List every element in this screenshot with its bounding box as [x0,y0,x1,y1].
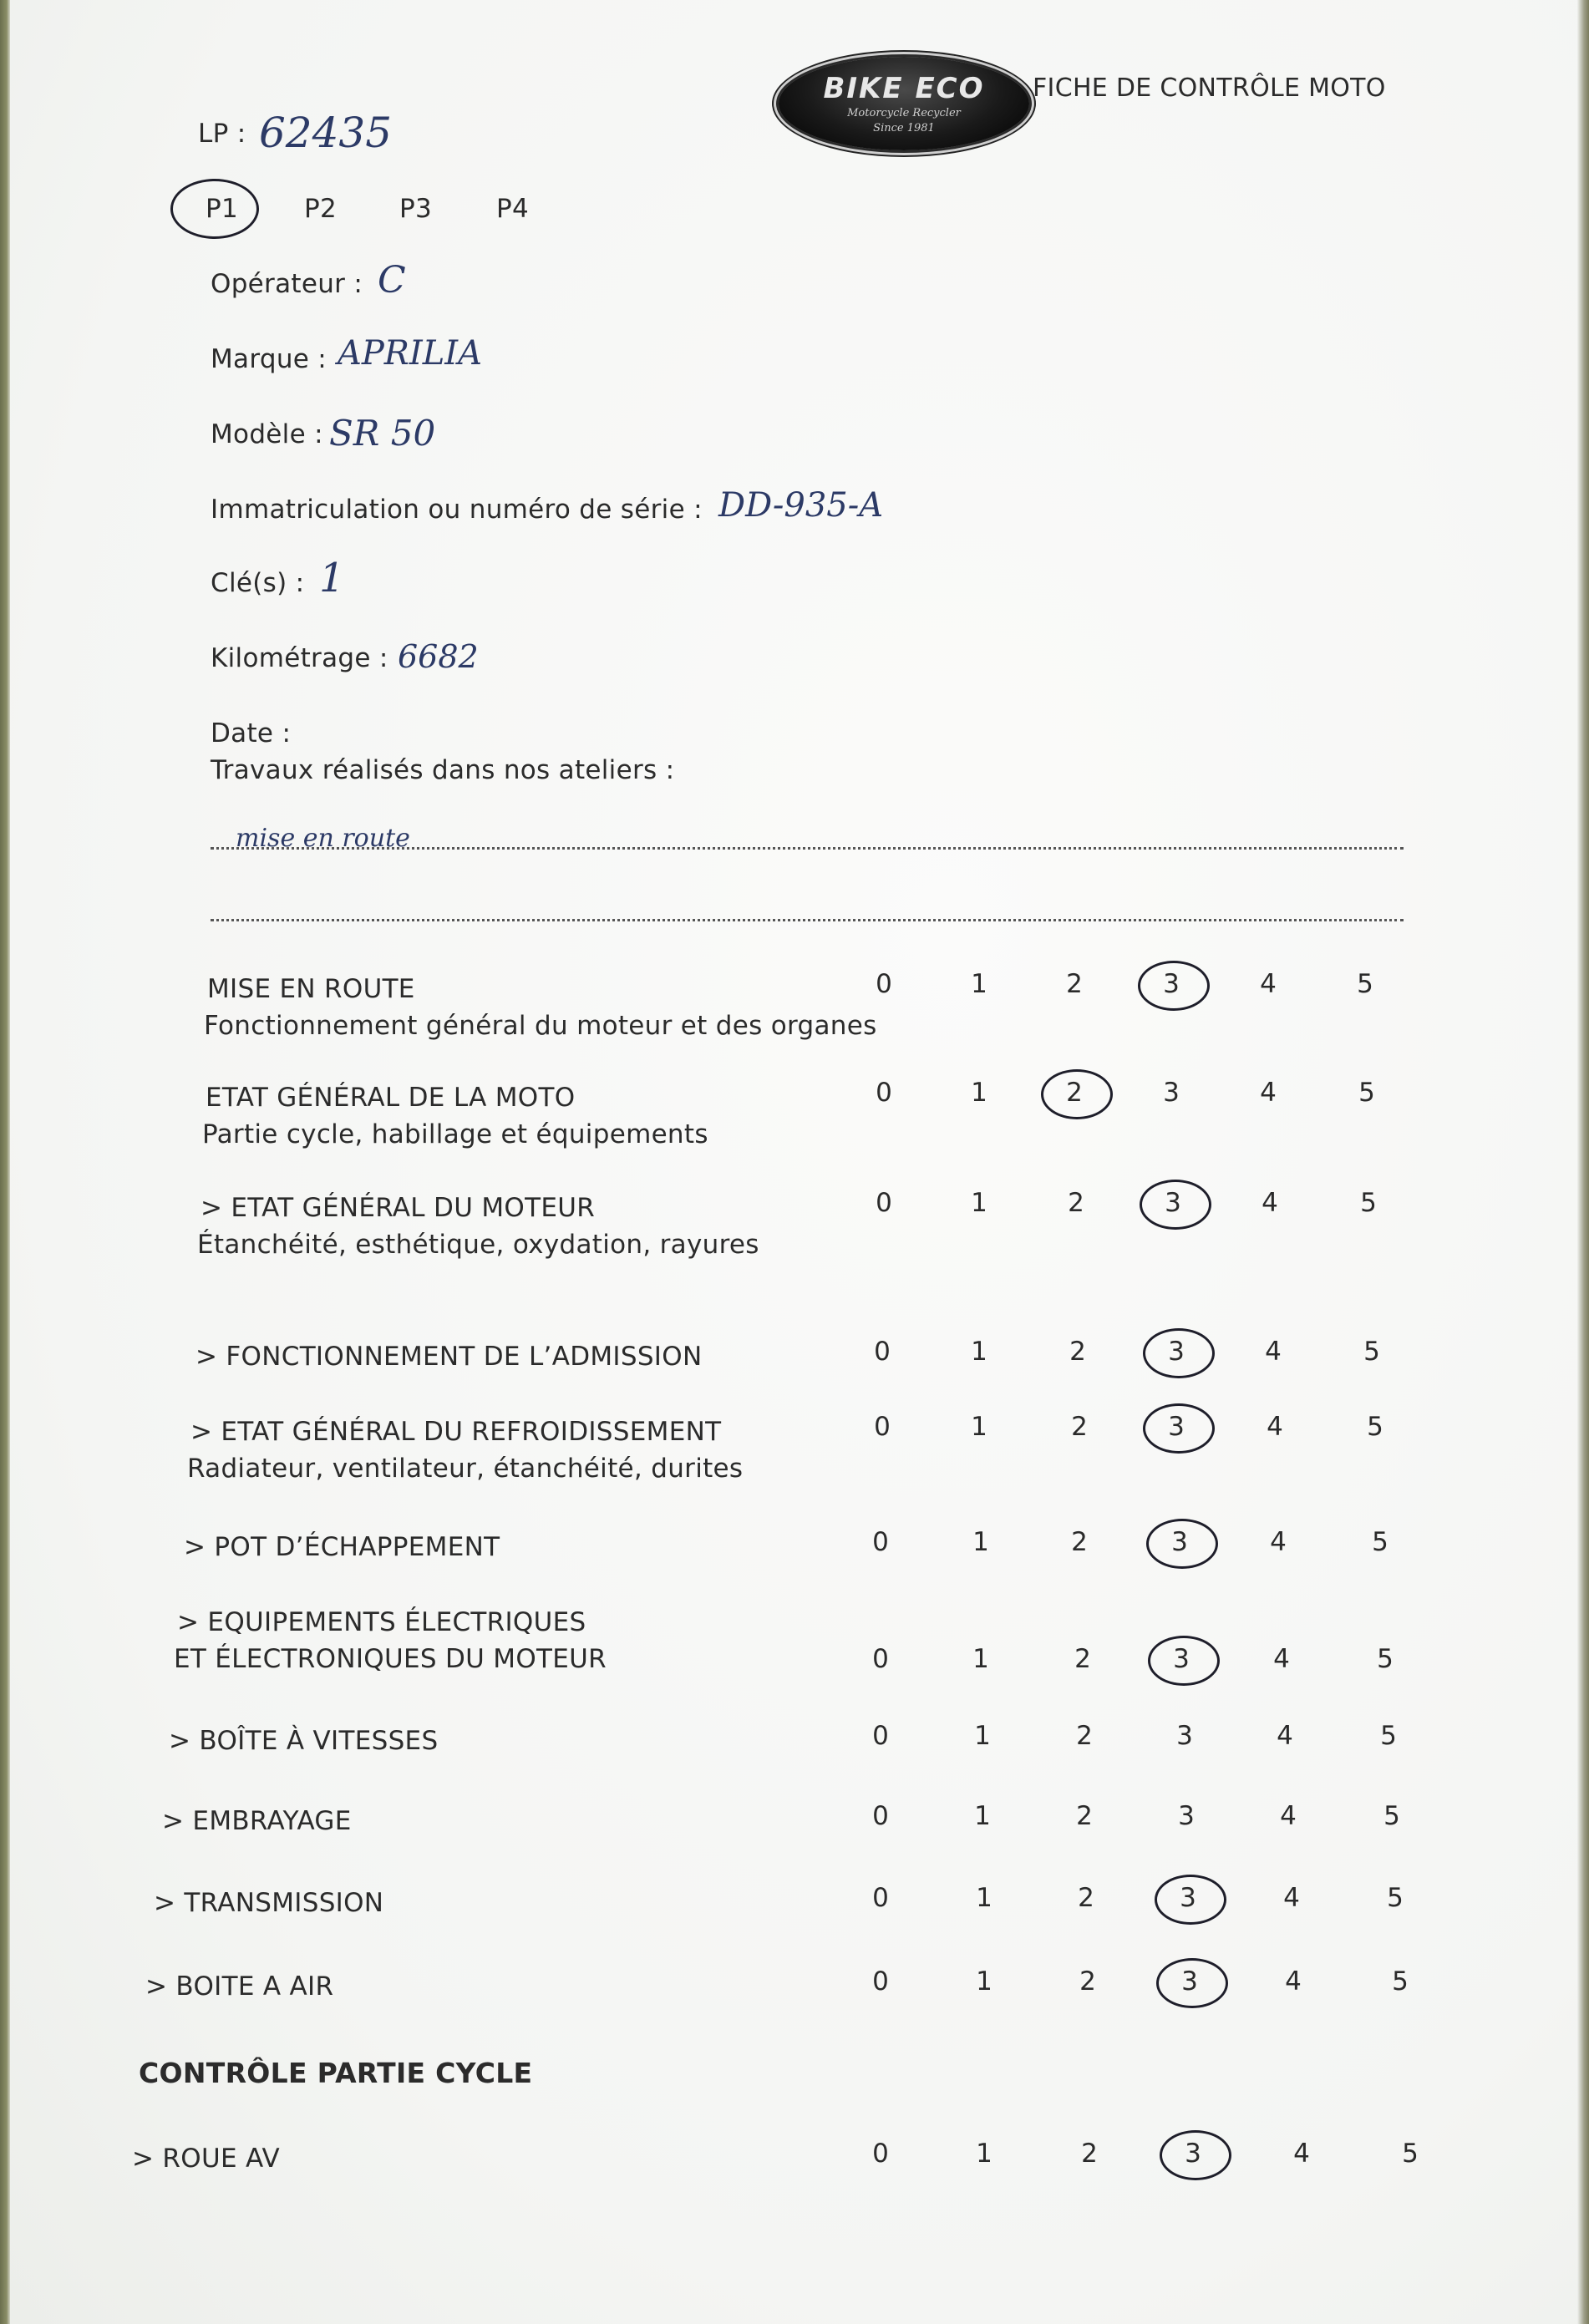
rating-row-score-1[interactable]: 1 [971,1078,987,1108]
rating-row-score-2[interactable]: 2 [1079,1966,1096,1997]
immatriculation-value: DD-935-A [718,486,884,525]
rating-row-score-3[interactable]: 3 [1180,1883,1196,1913]
rating-row-selected-circle [1156,1958,1228,2008]
rating-row-subtitle: Étanchéité, esthétique, oxydation, rayures [197,1230,759,1260]
rating-row-score-2[interactable]: 2 [1066,969,1083,999]
rating-row-score-1[interactable]: 1 [972,1644,989,1674]
form-sheet [10,0,1577,2324]
rating-row-score-3[interactable]: 3 [1181,1966,1198,1997]
rating-row-title: > EQUIPEMENTS ÉLECTRIQUES [177,1607,586,1637]
rating-row-title: > FONCTIONNEMENT DE L’ADMISSION [195,1342,703,1372]
position-p2: P2 [304,194,338,224]
rating-row-title: > POT D’ÉCHAPPEMENT [184,1532,500,1562]
rating-row-score-4[interactable]: 4 [1280,1801,1297,1831]
rating-row-score-4[interactable]: 4 [1265,1337,1282,1367]
position-p4: P4 [496,194,530,224]
rating-row-score-2[interactable]: 2 [1074,1644,1091,1674]
operateur-label: Opérateur : [211,269,363,299]
rating-row-score-5[interactable]: 5 [1360,1188,1377,1218]
cycle-row-score-4[interactable]: 4 [1293,2139,1310,2169]
rating-row-score-2[interactable]: 2 [1078,1883,1094,1913]
cles-value: 1 [319,555,345,601]
rating-row-score-2[interactable]: 2 [1068,1188,1084,1218]
rating-row-score-1[interactable]: 1 [971,969,987,999]
rating-row-subtitle: Fonctionnement général du moteur et des organes [204,1011,877,1041]
cycle-row-score-0[interactable]: 0 [872,2139,889,2169]
position-p1-circle [170,179,259,239]
rating-row-score-5[interactable]: 5 [1363,1337,1380,1367]
travaux-line-2 [211,919,1404,921]
rating-row-title: > TRANSMISSION [154,1888,384,1918]
cycle-row-selected-circle [1160,2130,1231,2180]
rating-row-score-0[interactable]: 0 [872,1966,889,1997]
rating-row-score-1[interactable]: 1 [972,1527,989,1557]
rating-row-title: > EMBRAYAGE [162,1806,352,1836]
logo-subtitle: Motorcycle Recycler [847,107,961,119]
rating-row-score-0[interactable]: 0 [872,1801,889,1831]
rating-row-score-1[interactable]: 1 [971,1188,987,1218]
cycle-row-score-1[interactable]: 1 [976,2139,992,2169]
rating-row-score-1[interactable]: 1 [971,1412,987,1442]
cles-label: Clé(s) : [211,568,305,598]
rating-row-score-3[interactable]: 3 [1171,1527,1188,1557]
rating-row-score-2[interactable]: 2 [1069,1337,1086,1367]
rating-row-score-4[interactable]: 4 [1277,1721,1293,1751]
rating-row-title: > ETAT GÉNÉRAL DU MOTEUR [201,1193,596,1223]
rating-row-selected-circle [1138,961,1210,1011]
rating-row-score-3[interactable]: 3 [1173,1644,1190,1674]
rating-row-score-3[interactable]: 3 [1178,1801,1195,1831]
rating-row-title: > BOÎTE À VITESSES [169,1726,439,1756]
rating-row-score-1[interactable]: 1 [976,1966,992,1997]
rating-row-score-5[interactable]: 5 [1387,1883,1404,1913]
rating-row-title: MISE EN ROUTE [207,974,415,1004]
rating-row-score-5[interactable]: 5 [1380,1721,1397,1751]
rating-row-score-3[interactable]: 3 [1165,1188,1181,1218]
rating-row-selected-circle [1140,1180,1211,1230]
position-p3: P3 [399,194,433,224]
rating-row-score-0[interactable]: 0 [874,1412,891,1442]
rating-row-score-3[interactable]: 3 [1163,969,1180,999]
rating-row-score-0[interactable]: 0 [872,1644,889,1674]
rating-row-score-4[interactable]: 4 [1260,969,1277,999]
rating-row-selected-circle [1148,1636,1220,1686]
rating-row-score-2[interactable]: 2 [1066,1078,1083,1108]
rating-row-selected-circle [1146,1519,1218,1569]
rating-row-score-5[interactable]: 5 [1392,1966,1409,1997]
rating-row-title: > ETAT GÉNÉRAL DU REFROIDISSEMENT [190,1417,722,1447]
rating-row-score-3[interactable]: 3 [1168,1412,1185,1442]
rating-row-score-0[interactable]: 0 [876,1078,892,1108]
rating-row-score-5[interactable]: 5 [1377,1644,1394,1674]
bike-eco-logo [779,57,1029,150]
section-title-partie-cycle: CONTRÔLE PARTIE CYCLE [139,2057,533,2089]
cycle-row-title: > ROUE AV [132,2144,281,2174]
rating-row-subtitle: ET ÉLECTRONIQUES DU MOTEUR [174,1644,607,1674]
rating-row-score-2[interactable]: 2 [1071,1527,1088,1557]
travaux-value: mise en route [236,824,410,853]
rating-row-score-4[interactable]: 4 [1267,1412,1283,1442]
rating-row-score-5[interactable]: 5 [1372,1527,1388,1557]
modele-value: SR 50 [329,413,436,454]
rating-row-score-1[interactable]: 1 [974,1801,991,1831]
rating-row-score-5[interactable]: 5 [1367,1412,1383,1442]
immatriculation-label: Immatriculation ou numéro de série : [211,495,703,525]
rating-row-score-5[interactable]: 5 [1383,1801,1400,1831]
rating-row-score-5[interactable]: 5 [1358,1078,1375,1108]
operateur-value: C [378,259,406,302]
form-title: FICHE DE CONTRÔLE MOTO [1033,74,1386,103]
rating-row-subtitle: Radiateur, ventilateur, étanchéité, durites [187,1454,744,1484]
rating-row-selected-circle [1143,1328,1215,1378]
rating-row-score-3[interactable]: 3 [1163,1078,1180,1108]
marque-value: APRILIA [338,334,482,373]
cycle-row-score-2[interactable]: 2 [1081,2139,1098,2169]
rating-row-score-4[interactable]: 4 [1283,1883,1300,1913]
rating-row-score-1[interactable]: 1 [976,1883,992,1913]
rating-row-score-0[interactable]: 0 [872,1527,889,1557]
rating-row-title: > BOITE A AIR [145,1971,334,2002]
date-label: Date : [211,718,292,748]
rating-row-score-0[interactable]: 0 [876,1188,892,1218]
travaux-label: Travaux réalisés dans nos ateliers : [211,755,675,785]
rating-row-score-0[interactable]: 0 [872,1883,889,1913]
rating-row-score-1[interactable]: 1 [971,1337,987,1367]
logo-title: BIKE ECO [823,72,985,105]
rating-row-score-1[interactable]: 1 [974,1721,991,1751]
rating-row-score-3[interactable]: 3 [1176,1721,1193,1751]
kilometrage-value: 6682 [398,638,479,675]
rating-row-title: ETAT GÉNÉRAL DE LA MOTO [206,1083,576,1113]
rating-row-score-2[interactable]: 2 [1071,1412,1088,1442]
lp-value: 62435 [259,109,393,157]
rating-row-score-4[interactable]: 4 [1285,1966,1302,1997]
rating-row-score-4[interactable]: 4 [1262,1188,1278,1218]
position-p1: P1 [206,194,239,224]
cycle-row-score-3[interactable]: 3 [1185,2139,1201,2169]
rating-row-subtitle: Partie cycle, habillage et équipements [202,1119,708,1149]
rating-row-selected-circle [1041,1069,1113,1119]
rating-row-score-4[interactable]: 4 [1273,1644,1290,1674]
rating-row-selected-circle [1143,1403,1215,1454]
rating-row-selected-circle [1155,1875,1226,1925]
logo-since: Since 1981 [873,122,935,134]
rating-row-score-5[interactable]: 5 [1357,969,1373,999]
rating-row-score-4[interactable]: 4 [1260,1078,1277,1108]
rating-row-score-0[interactable]: 0 [876,969,892,999]
rating-row-score-3[interactable]: 3 [1168,1337,1185,1367]
lp-label: LP : [198,119,246,149]
rating-row-score-0[interactable]: 0 [874,1337,891,1367]
rating-row-score-2[interactable]: 2 [1076,1801,1093,1831]
modele-label: Modèle : [211,419,323,449]
marque-label: Marque : [211,344,327,374]
rating-row-score-0[interactable]: 0 [872,1721,889,1751]
cycle-row-score-5[interactable]: 5 [1402,2139,1419,2169]
kilometrage-label: Kilométrage : [211,643,388,673]
rating-row-score-2[interactable]: 2 [1076,1721,1093,1751]
rating-row-score-4[interactable]: 4 [1270,1527,1287,1557]
